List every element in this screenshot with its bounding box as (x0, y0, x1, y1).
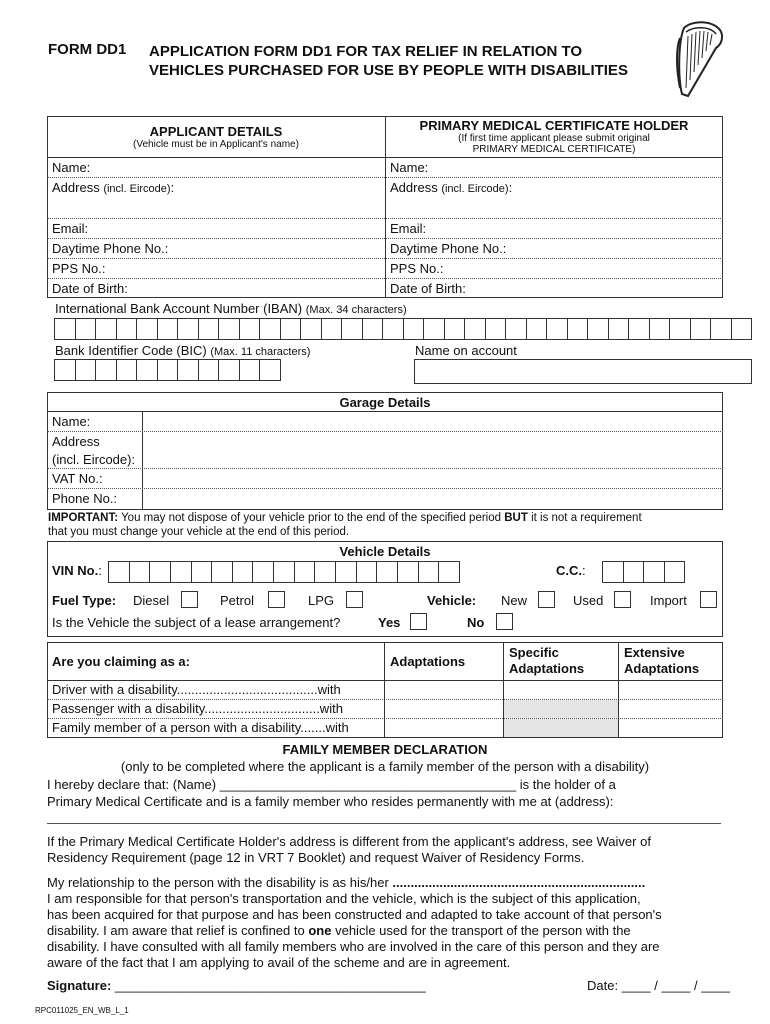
char-box[interactable] (137, 360, 158, 380)
fuel-type-label: Fuel Type: (52, 593, 117, 608)
char-box[interactable] (274, 562, 295, 582)
shaded-cell (504, 700, 618, 718)
char-box[interactable] (322, 319, 343, 339)
iban-hint: (Max. 34 characters) (305, 304, 407, 316)
garage-address-input[interactable] (143, 432, 722, 468)
signature-line[interactable]: ___________________________________________ (114, 978, 426, 993)
char-box[interactable] (363, 319, 384, 339)
title-line-2: VEHICLES PURCHASED FOR USE BY PEOPLE WITH DISABILITIES (149, 62, 628, 79)
bic-input-boxes[interactable] (54, 359, 281, 381)
claim-row-passenger: Passenger with a disability................................with (52, 701, 343, 716)
p3-one: one (308, 923, 332, 938)
fuel-lpg-checkbox[interactable] (346, 591, 363, 608)
address-blank-line[interactable] (47, 823, 721, 824)
char-box[interactable] (96, 319, 117, 339)
char-box[interactable] (650, 319, 671, 339)
col-extensive-line2: Adaptations (624, 661, 700, 676)
fuel-diesel-label: Diesel (133, 593, 170, 608)
address-label: Address (390, 180, 438, 195)
char-box[interactable] (117, 319, 138, 339)
lease-no-label: No (467, 615, 485, 630)
char-box[interactable] (624, 562, 645, 582)
char-box[interactable] (336, 562, 357, 582)
fuel-petrol-checkbox[interactable] (268, 591, 285, 608)
char-box[interactable] (171, 562, 192, 582)
p3-text-a: disability. I am aware that relief is confined to (47, 923, 305, 938)
lease-question: Is the Vehicle the subject of a lease arrangement? (52, 615, 341, 630)
holder-address-field[interactable] (390, 180, 512, 195)
char-box[interactable] (109, 562, 130, 582)
char-box[interactable] (527, 319, 548, 339)
char-box[interactable] (295, 562, 316, 582)
account-name-input[interactable] (414, 359, 752, 384)
account-name-label: Name on account (415, 343, 517, 358)
char-box[interactable] (76, 319, 97, 339)
declaration-p3 (47, 923, 631, 939)
char-box[interactable] (383, 319, 404, 339)
iban-label (55, 301, 407, 316)
holder-subheading-2: PRIMARY MEDICAL CERTIFICATE) (472, 144, 636, 155)
holder-subheading-1: (If first time applicant please submit original (458, 133, 650, 144)
vehicle-used-checkbox[interactable] (614, 591, 631, 608)
garage-name-label: Name: (52, 414, 91, 429)
char-box[interactable] (96, 360, 117, 380)
char-box[interactable] (253, 562, 274, 582)
date-row (587, 978, 730, 994)
fuel-diesel-checkbox[interactable] (181, 591, 198, 608)
declaration-p5: aware of the fact that I am applying to avail of the scheme and are in agreement. (47, 955, 511, 970)
address-colon: : (170, 180, 175, 195)
family-extensive-cell[interactable] (619, 719, 722, 736)
passenger-adaptations-cell[interactable] (385, 700, 502, 717)
holder-email-field[interactable]: Email: (390, 221, 427, 236)
important-but: BUT (504, 512, 528, 524)
applicant-email-field[interactable]: Email: (52, 221, 89, 236)
char-box[interactable] (260, 360, 280, 380)
char-box[interactable] (588, 319, 609, 339)
col-specific-line1: Specific (509, 645, 559, 660)
iban-label-text: International Bank Account Number (IBAN) (55, 301, 303, 316)
applicant-dob-field[interactable]: Date of Birth: (52, 281, 128, 296)
claim-heading: Are you claiming as a: (52, 654, 190, 669)
declaration-heading: FAMILY MEMBER DECLARATION (282, 742, 488, 757)
char-box[interactable] (732, 319, 752, 339)
garage-phone-input[interactable] (143, 489, 722, 509)
shaded-cell (504, 719, 618, 737)
garage-phone-label: Phone No.: (52, 491, 118, 506)
address-label: Address (52, 180, 100, 195)
col-specific-line2: Adaptations (509, 661, 585, 676)
holder-pps-field[interactable]: PPS No.: (390, 261, 444, 276)
char-box[interactable] (609, 319, 630, 339)
char-box[interactable] (281, 319, 302, 339)
char-box[interactable] (629, 319, 650, 339)
char-box[interactable] (178, 360, 199, 380)
char-box[interactable] (568, 319, 589, 339)
driver-adaptations-cell[interactable] (385, 681, 502, 698)
declaration-subheading: (only to be completed where the applicant is a family member of the person with a disability) (120, 759, 650, 774)
form-id: FORM DD1 (48, 41, 127, 58)
char-box[interactable] (404, 319, 425, 339)
char-box[interactable] (439, 562, 459, 582)
garage-vat-input[interactable] (143, 469, 722, 488)
important-notice (48, 511, 642, 539)
relationship-text: My relationship to the person with the disability is as his/her (47, 875, 389, 890)
claim-row-driver: Driver with a disability.......................................with (52, 682, 341, 697)
claim-row-family: Family member of a person with a disability.......with (52, 720, 349, 735)
garage-vat-label: VAT No.: (52, 471, 103, 486)
garage-address-hint: (incl. Eircode): (52, 452, 136, 467)
char-box[interactable] (55, 319, 76, 339)
cc-label-text: C.C. (556, 563, 582, 578)
p3-text-c: vehicle used for the transport of the person with the (335, 923, 631, 938)
char-box[interactable] (240, 360, 261, 380)
date-blank[interactable]: ____ / ____ / ____ (621, 978, 731, 993)
char-box[interactable] (424, 319, 445, 339)
char-box[interactable] (547, 319, 568, 339)
char-box[interactable] (130, 562, 151, 582)
important-text-2: it is not a requirement (531, 512, 642, 524)
fuel-lpg-label: LPG (308, 593, 335, 608)
holder-name-field[interactable]: Name: (390, 160, 429, 175)
declaration-line-1: I hereby declare that: (Name) _________________________________________ is the holder of a (47, 777, 616, 792)
char-box[interactable] (603, 562, 624, 582)
family-adaptations-cell[interactable] (385, 719, 502, 736)
date-label: Date: (587, 978, 619, 993)
bic-label (55, 343, 310, 358)
iban-input-boxes[interactable] (54, 318, 752, 340)
claim-col-specific (509, 645, 584, 677)
char-box[interactable] (445, 319, 466, 339)
char-box[interactable] (315, 562, 336, 582)
important-label: IMPORTANT: (48, 512, 119, 524)
char-box[interactable] (465, 319, 486, 339)
lease-yes-checkbox[interactable] (410, 613, 427, 630)
garage-heading: Garage Details (339, 395, 431, 410)
char-box[interactable] (233, 562, 254, 582)
applicant-heading: APPLICANT DETAILS (149, 124, 283, 139)
char-box[interactable] (150, 562, 171, 582)
claim-col-extensive (624, 645, 699, 677)
applicant-name-field[interactable]: Name: (52, 160, 91, 175)
char-box[interactable] (506, 319, 527, 339)
char-box[interactable] (55, 360, 76, 380)
char-box[interactable] (301, 319, 322, 339)
bic-label-text: Bank Identifier Code (BIC) (55, 343, 207, 358)
lease-no-checkbox[interactable] (496, 613, 513, 630)
char-box[interactable] (192, 562, 213, 582)
cc-input-boxes[interactable] (602, 561, 685, 583)
char-box[interactable] (219, 319, 240, 339)
vehicle-import-label: Import (650, 593, 687, 608)
vehicle-new-checkbox[interactable] (538, 591, 555, 608)
char-box[interactable] (486, 319, 507, 339)
waiver-line-1: If the Primary Medical Certificate Holder's address is different from the applicant's address, see Waiver of (47, 834, 651, 849)
vin-label-text: VIN No. (52, 563, 99, 578)
fuel-petrol-label: Petrol (220, 593, 254, 608)
char-box[interactable] (117, 360, 138, 380)
char-box[interactable] (178, 319, 199, 339)
char-box[interactable] (691, 319, 712, 339)
passenger-extensive-cell[interactable] (619, 700, 722, 717)
harp-icon (672, 18, 728, 102)
title-line-1: APPLICATION FORM DD1 FOR TAX RELIEF IN RELATION TO (149, 43, 583, 60)
char-box[interactable] (260, 319, 281, 339)
vehicle-import-checkbox[interactable] (700, 591, 717, 608)
holder-phone-field[interactable]: Daytime Phone No.: (390, 241, 507, 256)
char-box[interactable] (342, 319, 363, 339)
claim-col-adaptations: Adaptations (390, 654, 466, 669)
cc-colon: : (582, 563, 586, 578)
holder-heading: PRIMARY MEDICAL CERTIFICATE HOLDER (419, 118, 689, 133)
address-colon: : (508, 180, 513, 195)
char-box[interactable] (670, 319, 691, 339)
important-text-1: You may not dispose of your vehicle prior to the end of the specified period (121, 512, 502, 524)
footer-code: RPC011025_EN_WB_L_1 (35, 1006, 129, 1015)
address-hint: (incl. Eircode) (103, 183, 171, 195)
char-box[interactable] (219, 360, 240, 380)
lease-yes-label: Yes (378, 615, 401, 630)
char-box[interactable] (357, 562, 378, 582)
declaration-p2: has been acquired for that purpose and has been constructed and adapted to take account of that person's (47, 907, 662, 922)
garage-address-label: Address (52, 434, 100, 449)
char-box[interactable] (644, 562, 665, 582)
vin-colon: : (98, 563, 102, 578)
vehicle-used-label: Used (573, 593, 604, 608)
relationship-line (47, 875, 645, 891)
signature-label: Signature: (47, 978, 112, 993)
vin-input-boxes[interactable] (108, 561, 460, 583)
page-title (149, 42, 628, 80)
char-box[interactable] (137, 319, 158, 339)
cc-label (556, 563, 586, 578)
char-box[interactable] (377, 562, 398, 582)
applicant-pps-field[interactable]: PPS No.: (52, 261, 106, 276)
bic-hint: (Max. 11 characters) (210, 346, 311, 358)
char-box[interactable] (419, 562, 440, 582)
char-box[interactable] (199, 360, 220, 380)
applicant-phone-field[interactable]: Daytime Phone No.: (52, 241, 169, 256)
char-box[interactable] (158, 319, 179, 339)
declaration-p4: disability. I have consulted with all family members who are involved in the care of this person and they are (47, 939, 660, 954)
applicant-address-field[interactable] (52, 180, 174, 195)
char-box[interactable] (158, 360, 179, 380)
declaration-p1: I am responsible for that person's transportation and the vehicle, which is the subject of this application, (47, 891, 641, 906)
char-box[interactable] (665, 562, 685, 582)
waiver-line-2: Residency Requirement (page 12 in VRT 7 Booklet) and request Waiver of Residency Forms. (47, 850, 585, 865)
char-box[interactable] (199, 319, 220, 339)
col-extensive-line1: Extensive (624, 645, 685, 660)
char-box[interactable] (76, 360, 97, 380)
char-box[interactable] (212, 562, 233, 582)
garage-name-input[interactable] (143, 412, 722, 431)
char-box[interactable] (398, 562, 419, 582)
relationship-blank[interactable]: ...................................................................... (392, 875, 646, 890)
vehicle-status-label: Vehicle: (427, 593, 477, 608)
address-hint: (incl. Eircode) (441, 183, 509, 195)
applicant-subheading: (Vehicle must be in Applicant's name) (133, 139, 299, 150)
vin-label (52, 563, 102, 578)
driver-specific-cell[interactable] (504, 681, 617, 698)
vehicle-heading: Vehicle Details (339, 544, 431, 559)
important-line-2: that you must change your vehicle at the end of this period. (48, 526, 350, 538)
char-box[interactable] (711, 319, 732, 339)
signature-row (47, 978, 426, 994)
holder-dob-field[interactable]: Date of Birth: (390, 281, 466, 296)
driver-extensive-cell[interactable] (619, 681, 722, 698)
char-box[interactable] (240, 319, 261, 339)
declaration-line-2: Primary Medical Certificate and is a family member who resides permanently with me at (address): (47, 794, 614, 809)
vehicle-new-label: New (501, 593, 528, 608)
